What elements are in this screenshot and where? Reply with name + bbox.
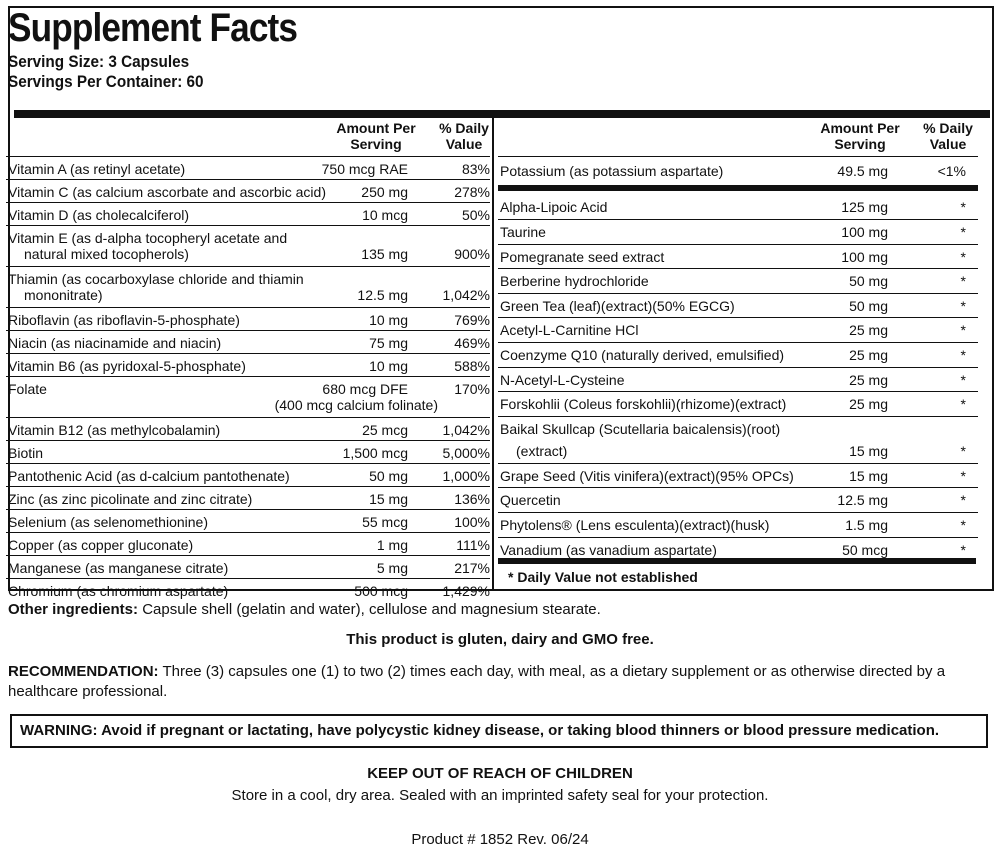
servings-per-container: Servings Per Container: 60 [8,72,204,91]
nutrient-row [498,293,978,318]
nutrient-daily-value: 111% [456,537,490,553]
nutrient-row [6,532,490,555]
nutrient-name: Phytolens® (Lens esculenta)(extract)(husk) [500,516,770,533]
nutrient-daily-value: * [960,516,966,533]
nutrient-name: Baikal Skullcap (Scutellaria baicalensis)(root) [500,420,781,437]
nutrient-name: Taurine [500,224,546,240]
nutrient-amount: 500 mcg [354,583,408,599]
nutrient-row [6,266,490,307]
nutrient-row [498,219,978,244]
storage-statement: Store in a cool, dry area. Sealed with an imprinted safety seal for your protection. [231,787,769,804]
nutrient-amount: 25 mg [849,396,888,413]
nutrient-name: Quercetin [500,492,561,509]
nutrient-amount: 25 mcg [362,422,408,438]
free-statement: This product is gluten, dairy and GMO free. [346,631,654,648]
product-number: Product # 1852 Rev. 06/24 [411,831,589,848]
nutrient-name: Alpha-Lipoic Acid [500,199,608,215]
nutrient-row [498,317,978,342]
nutrient-daily-value: 278% [454,184,490,200]
nutrient-row [498,342,978,367]
dv-header: % Daily Value [439,120,489,152]
nutrient-name: Folate [8,381,47,397]
nutrient-daily-value: 170% [454,381,490,397]
nutrient-daily-value: * [960,492,966,509]
nutrient-name: Chromium (as chromium aspartate) [8,583,229,599]
recommendation [8,662,983,702]
nutrient-amount: 10 mg [369,358,408,374]
amount-header: Amount Per Serving [820,120,900,152]
nutrient-daily-value: * [960,371,966,388]
nutrient-name: Vitamin D (as cholecalciferol) [8,207,190,223]
nutrient-row [6,179,490,202]
nutrient-name: Green Tea (leaf)(extract)(50% EGCG) [500,297,735,314]
recommendation-label: RECOMMENDATION: [8,663,159,680]
nutrient-name: Vitamin C (as calcium ascorbate and ascorbic acid) [8,184,326,200]
nutrient-name: Vitamin B6 (as pyridoxal-5-phosphate) [8,358,246,374]
nutrient-row [6,225,490,266]
nutrient-name: Pantothenic Acid (as d-calcium pantothenate) [8,468,290,484]
nutrient-amount: 12.5 mg [837,492,888,509]
nutrient-row [6,555,490,578]
nutrient-row [6,202,490,225]
nutrient-row [498,487,978,512]
nutrient-name: Vitamin B12 (as methylcobalamin) [8,422,221,438]
nutrient-row [498,391,978,416]
nutrient-row [498,512,978,537]
nutrient-daily-value: * [960,442,966,459]
serving-size: Serving Size: 3 Capsules [8,52,190,71]
nutrient-daily-value: 1,042% [442,287,490,303]
nutrient-name: Acetyl-L-Carnitine HCl [500,322,639,339]
nutrient-daily-value: 217% [454,560,490,576]
nutrient-daily-value: 100% [454,514,490,530]
bottom-divider-right [498,558,976,564]
warning-text: WARNING: Avoid if pregnant or lactating, have polycystic kidney disease, or taking blood thinners or blood pressure medication. [20,722,940,739]
nutrient-row [6,156,490,179]
nutrient-name: Biotin [8,445,44,461]
nutrient-name: Pomegranate seed extract [500,248,665,265]
nutrient-name: Riboflavin (as riboflavin-5-phosphate) [8,312,240,328]
left-header [6,112,490,156]
nutrient-row [6,417,490,440]
nutrient-row [498,367,978,392]
nutrient-amount: 49.5 mg [837,163,888,179]
nutrient-amount: 25 mg [849,322,888,339]
nutrient-amount: 125 mg [841,199,888,215]
nutrient-amount: 1 mg [376,537,408,553]
nutrient-name: Copper (as copper gluconate) [8,537,194,553]
nutrient-name: Berberine hydrochloride [500,273,649,290]
nutrient-daily-value: 1,042% [442,422,490,438]
nutrient-amount: 25 mg [849,346,888,363]
nutrient-daily-value: * [960,396,966,413]
nutrient-name: Niacin (as niacinamide and niacin) [8,335,222,351]
nutrient-daily-value: <1% [937,163,966,179]
nutrient-daily-value: 588% [454,358,490,374]
nutrient-name: Vanadium (as vanadium aspartate) [500,541,717,558]
nutrient-daily-value: * [960,297,966,314]
nutrient-daily-value: * [960,467,966,484]
nutrient-amount: 680 mcg DFE [322,381,408,397]
nutrient-row [498,244,978,269]
nutrient-name-continued: natural mixed tocopherols) [24,246,189,262]
nutrient-row [498,156,978,185]
nutrient-name: Grape Seed (Vitis vinifera)(extract)(95% OPCs) [500,467,794,484]
nutrient-row [498,463,978,488]
nutrient-daily-value: * [960,322,966,339]
nutrient-amount: 50 mg [849,297,888,314]
nutrient-amount: 1,500 mcg [342,445,408,461]
nutrient-amount: 10 mcg [362,207,408,223]
nutrient-daily-value: * [960,273,966,290]
nutrient-amount: 12.5 mg [357,287,408,303]
nutrient-row [6,509,490,532]
nutrient-row [6,307,490,330]
nutrient-amount: 50 mg [849,273,888,290]
nutrient-row [498,268,978,293]
nutrient-amount: 15 mg [849,442,888,459]
recommendation-text: Three (3) capsules one (1) to two (2) times each day, with meal, as a dietary supplement or as otherwise directed by a healthcare professional. [8,663,946,700]
nutrient-amount: 100 mg [841,248,888,265]
nutrient-row [6,486,490,509]
nutrient-amount: 135 mg [361,246,408,262]
nutrient-row [6,353,490,376]
other-ingredients [8,600,601,620]
right-column [498,112,978,561]
nutrient-daily-value: 136% [454,491,490,507]
keep-out-statement: KEEP OUT OF REACH OF CHILDREN [367,765,633,782]
nutrient-name: Coenzyme Q10 (naturally derived, emulsified) [500,346,785,363]
nutrient-daily-value: * [960,346,966,363]
nutrient-daily-value: * [960,199,966,215]
nutrient-daily-value: * [960,541,966,558]
nutrient-amount: 1.5 mg [845,516,888,533]
nutrient-name: Manganese (as manganese citrate) [8,560,229,576]
nutrient-amount: 25 mg [849,371,888,388]
nutrient-amount: 100 mg [841,224,888,240]
nutrient-row [6,330,490,353]
nutrient-daily-value: 1,429% [442,583,490,599]
nutrient-row [6,578,490,601]
right-header [498,112,978,156]
nutrient-amount: 55 mcg [362,514,408,530]
nutrient-row [6,376,490,417]
dv-note: * Daily Value not established [508,569,698,585]
nutrient-name: Vitamin E (as d-alpha tocopheryl acetate and [8,230,288,246]
nutrient-amount: 10 mg [369,312,408,328]
nutrient-name: Vitamin A (as retinyl acetate) [8,161,186,177]
nutrient-name-continued: mononitrate) [24,287,103,303]
column-divider [492,118,494,591]
nutrient-amount: 15 mg [369,491,408,507]
nutrient-name: N-Acetyl-L-Cysteine [500,371,625,388]
panel-title: Supplement Facts [8,6,298,50]
nutrient-subnote: (400 mcg calcium folinate) [274,397,438,413]
nutrient-daily-value: 50% [461,207,490,223]
left-column [6,112,490,601]
nutrient-amount: 50 mg [369,468,408,484]
nutrient-row [498,191,978,219]
nutrient-amount: 5 mg [376,560,408,576]
nutrient-row [498,416,978,463]
nutrient-daily-value: 769% [454,312,490,328]
nutrient-amount: 250 mg [361,184,408,200]
other-ingredients-label: Other ingredients: [8,601,139,618]
nutrient-name: Forskohlii (Coleus forskohlii)(rhizome)(extract) [500,396,787,413]
nutrient-name: Selenium (as selenomethionine) [8,514,208,530]
nutrient-amount: 50 mcg [842,541,888,558]
nutrient-daily-value: * [960,224,966,240]
nutrient-row [6,440,490,463]
nutrient-name: Zinc (as zinc picolinate and zinc citrate) [8,491,253,507]
nutrient-name-continued: (extract) [516,442,568,459]
nutrient-amount: 75 mg [369,335,408,351]
nutrient-daily-value: 469% [454,335,490,351]
nutrient-amount: 15 mg [849,467,888,484]
nutrient-daily-value: 900% [454,246,490,262]
nutrient-row [6,463,490,486]
amount-header: Amount Per Serving [336,120,416,152]
nutrient-name: Thiamin (as cocarboxylase chloride and thiamin [8,271,304,287]
nutrient-daily-value: 5,000% [442,445,490,461]
nutrient-amount: 750 mcg RAE [321,161,408,177]
nutrient-daily-value: 1,000% [442,468,490,484]
other-ingredients-text: Capsule shell (gelatin and water), cellulose and magnesium stearate. [142,601,601,618]
nutrient-name: Potassium (as potassium aspartate) [500,163,724,179]
nutrient-daily-value: * [960,248,966,265]
nutrient-daily-value: 83% [461,161,490,177]
dv-header: % Daily Value [923,120,973,152]
